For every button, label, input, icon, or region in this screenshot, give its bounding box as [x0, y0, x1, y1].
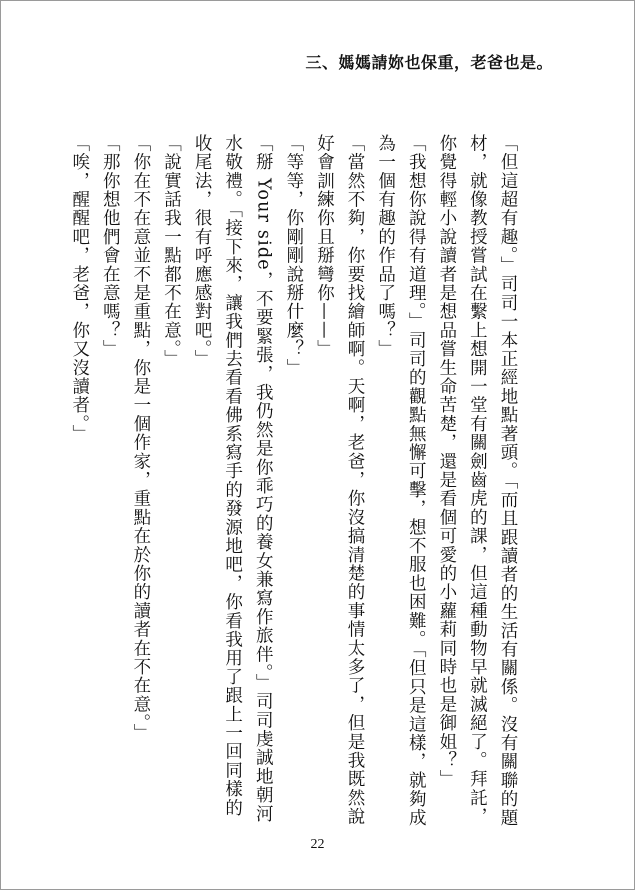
paragraph: 「掰 Your side，不要緊張，我仍然是你乖巧的養女兼寫作旅伴。」司司虔誠地朝河水敬禮。「接下來，讓我們去看看佛系寫手的發源地吧，你看我用了跟上一回同樣的收尾法，很有呼應感對吧。」 [192, 134, 274, 824]
body-text [64, 134, 523, 834]
paragraph: 「那你想他們會在意嗎？」 [100, 134, 121, 359]
paragraph: 「說實話我一點都不在意。」 [161, 134, 182, 369]
paragraph: 「你在不在意並不是重點，你是一個作家，重點在於你的讀者在不在意。」 [130, 134, 151, 743]
paragraph: 「我想你說得有道理。」司司的觀點無懈可擊，想不服也困難。「但只是這樣，就夠成為一個有趣的作品了嗎？」 [375, 134, 427, 828]
paragraph: 「當然不夠，你要找繪師啊。天啊，老爸，你沒搞清楚的事情太多了，但是我既然說好會訓練你且掰彎你——」 [314, 134, 366, 826]
page-number: 22 [310, 837, 325, 852]
paragraph: 「唉，醒醒吧，老爸，你又沒讀者。」 [69, 134, 90, 444]
paragraph: 「但這超有趣。」司司一本正經地點著頭。「而且跟讀者的生活有關係。沒有關聯的題材，就像教授嘗試在繫上想開一堂有關劍齒虎的課，但這種動物早就滅絕了。拜託，你覺得輕小說讀者是想品嘗生命苦楚，還是看個可愛的小蘿莉同時也是御姐？」 [436, 134, 518, 828]
paragraph: 「等等，你剛剛說掰什麼？」 [283, 134, 304, 378]
chapter-heading: 三、媽媽請妳也保重，老爸也是。 [305, 53, 553, 72]
